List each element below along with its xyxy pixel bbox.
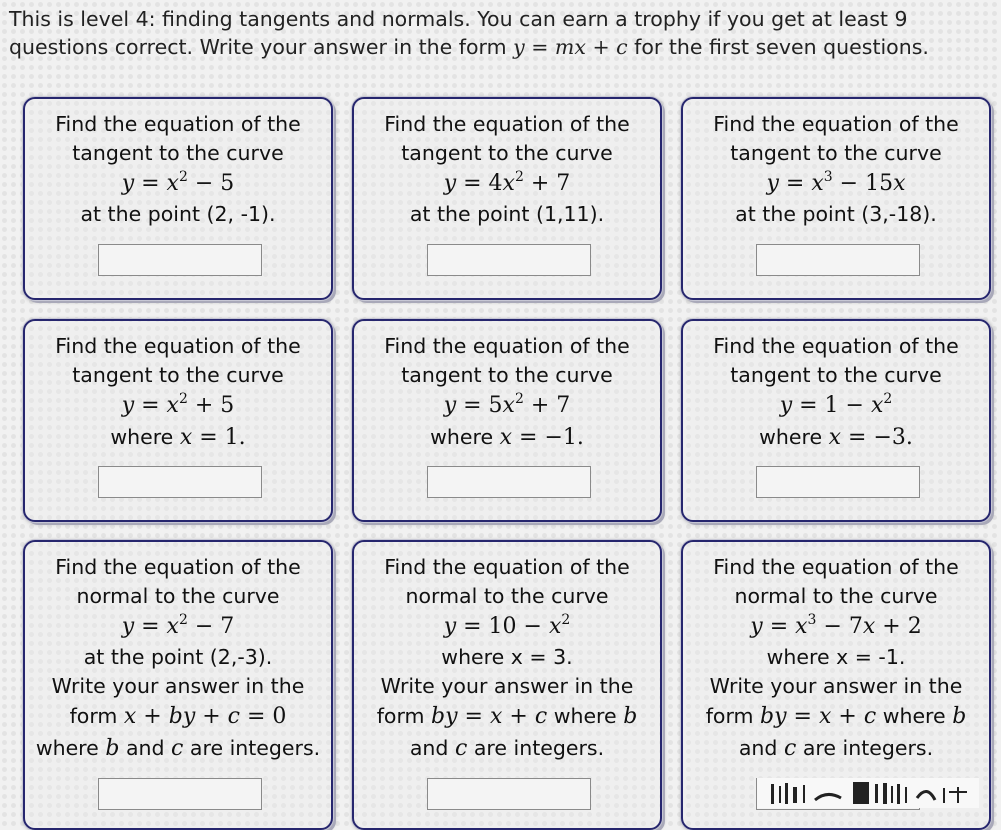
question-text: tangent to the curve <box>72 141 284 165</box>
question-text: normal to the curve <box>734 584 938 608</box>
curve-equation: $y = 10 - x^2$ <box>443 612 571 639</box>
instructions <box>9 5 994 61</box>
question-text: normal to the curve <box>76 584 280 608</box>
question-text: Find the equation of the <box>713 112 959 136</box>
question-text: normal to the curve <box>405 584 609 608</box>
question-condition: at the point (3,-18). <box>735 202 937 226</box>
form-lhs: y <box>513 35 525 59</box>
question-text: Write your answer in the <box>51 674 305 698</box>
question-condition: where x = −1. <box>430 425 584 450</box>
question-text: Find the equation of the <box>55 555 301 579</box>
curve-equation: $y = x^3 - 7x + 2$ <box>750 612 922 639</box>
question-condition: where x = -1. <box>766 645 906 669</box>
curve-equation: $y = x^3 - 15x$ <box>766 169 906 196</box>
answer-input-8[interactable] <box>427 778 591 810</box>
curve-equation: $y = 4x^2 + 7$ <box>443 169 571 196</box>
question-condition: at the point (2,-3). <box>83 645 273 669</box>
answer-input-4[interactable] <box>98 466 262 498</box>
question-text: Find the equation of the <box>384 555 630 579</box>
watermark-scribble <box>757 778 979 808</box>
question-text: Write your answer in the <box>380 674 634 698</box>
instructions-line-1: This is level 4: finding tangents and normals. You can earn a trophy if you get at least 9 <box>9 7 908 31</box>
answer-form: form by = x + c where b <box>705 704 967 729</box>
question-text: tangent to the curve <box>401 141 613 165</box>
question-text: Find the equation of the <box>55 334 301 358</box>
answer-form: form x + by + c = 0 <box>69 704 287 729</box>
question-card-5 <box>352 319 662 522</box>
answer-input-3[interactable] <box>756 244 920 276</box>
curve-equation: $y = 5x^2 + 7$ <box>443 391 571 418</box>
curve-equation: $y = x^2 - 5$ <box>121 169 235 196</box>
answer-form: form by = x + c where b <box>376 704 638 729</box>
answer-input-5[interactable] <box>427 466 591 498</box>
instructions-text-b: for the first seven questions. <box>634 35 929 59</box>
question-condition: where x = −3. <box>759 425 913 450</box>
answer-constraint: and c are integers. <box>738 736 934 761</box>
question-text: tangent to the curve <box>72 363 284 387</box>
question-condition: at the point (2, -1). <box>80 202 276 226</box>
answer-constraint: and c are integers. <box>409 736 605 761</box>
question-condition: at the point (1,11). <box>409 202 605 226</box>
question-condition: where x = 3. <box>441 645 573 669</box>
answer-constraint: where b and c are integers. <box>35 736 321 761</box>
form-rhs: mx + c <box>554 35 628 59</box>
question-text: Write your answer in the <box>709 674 963 698</box>
question-text: Find the equation of the <box>713 334 959 358</box>
question-text: Find the equation of the <box>713 555 959 579</box>
question-text: tangent to the curve <box>730 363 942 387</box>
curve-equation: $y = 1 - x^2$ <box>779 391 893 418</box>
instructions-text-a: questions correct. Write your answer in the form <box>9 35 507 59</box>
question-card-6 <box>681 319 991 522</box>
question-card-4 <box>23 319 333 522</box>
question-text: tangent to the curve <box>401 363 613 387</box>
answer-input-2[interactable] <box>427 244 591 276</box>
question-card-3 <box>681 97 991 300</box>
question-text: Find the equation of the <box>384 334 630 358</box>
curve-equation: $y = x^2 + 5$ <box>121 391 235 418</box>
question-text: tangent to the curve <box>730 141 942 165</box>
question-condition: where x = 1. <box>110 425 246 450</box>
question-text: Find the equation of the <box>384 112 630 136</box>
question-card-8 <box>352 540 662 830</box>
question-card-7 <box>23 540 333 830</box>
question-card-2 <box>352 97 662 300</box>
answer-input-1[interactable] <box>98 244 262 276</box>
answer-input-7[interactable] <box>98 778 262 810</box>
instructions-line-2: questions correct. Write your answer in the form y = mx + c for the first seven questions. <box>9 35 929 59</box>
question-card-1 <box>23 97 333 300</box>
curve-equation: $y = x^2 - 7$ <box>121 612 235 639</box>
answer-input-6[interactable] <box>756 466 920 498</box>
question-text: Find the equation of the <box>55 112 301 136</box>
